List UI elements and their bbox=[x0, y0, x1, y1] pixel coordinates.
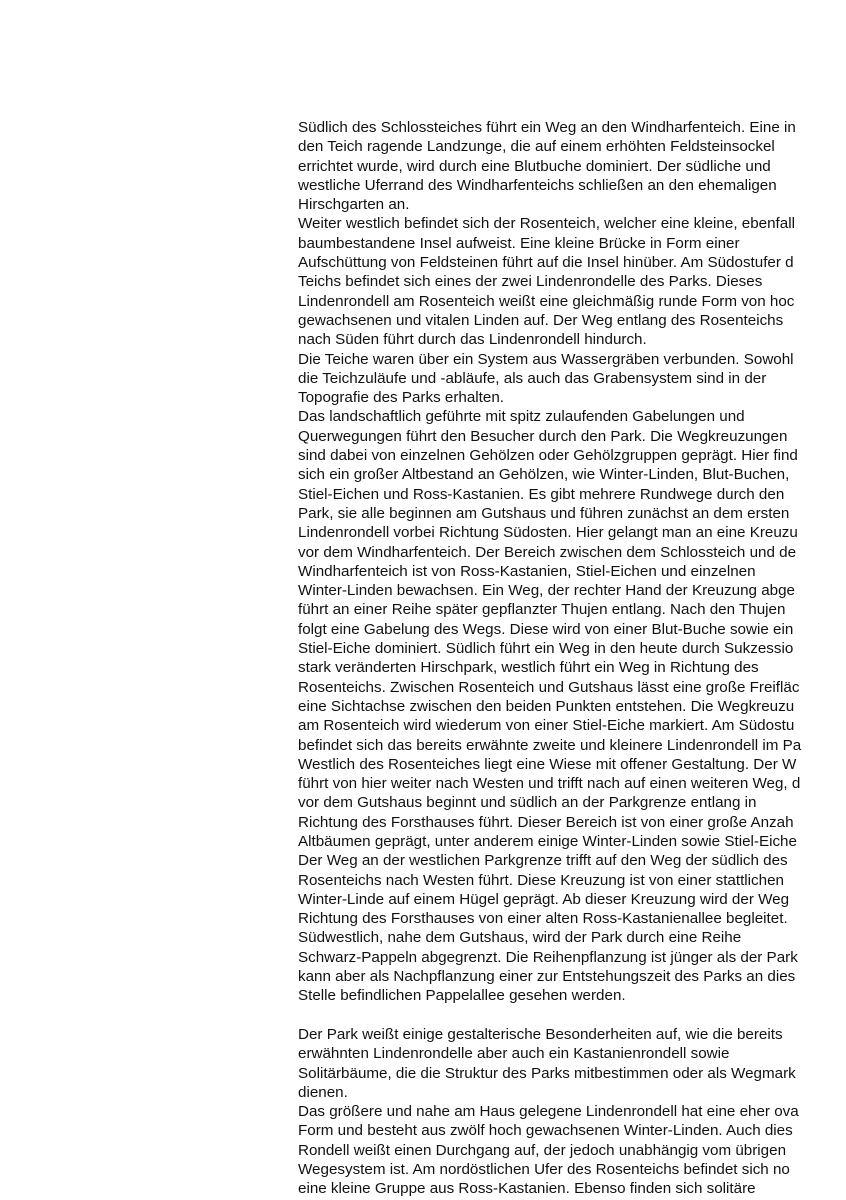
text-line: Das landschaftlich geführte mit spitz zulaufenden Gabelungen und bbox=[298, 408, 745, 426]
text-line: Winter-Linden bewachsen. Ein Weg, der rechter Hand der Kreuzung abge bbox=[298, 582, 795, 600]
paragraph-gap bbox=[298, 1006, 846, 1025]
text-line: Stiel-Eiche dominiert. Südlich führt ein Weg in den heute durch Sukzessio bbox=[298, 640, 794, 658]
paragraph-1 bbox=[298, 118, 846, 1006]
text-line: Teichs befindet sich eines der zwei Lindenrondelle des Parks. Dieses bbox=[298, 273, 763, 291]
text-line: Rosenteichs. Zwischen Rosenteich und Gutshaus lässt eine große Freifläc bbox=[298, 678, 800, 696]
text-line: Aufschüttung von Feldsteinen führt auf die Insel hinüber. Am Südostufer d bbox=[298, 254, 794, 272]
text-line: Park, sie alle beginnen am Gutshaus und führen zunächst an dem ersten bbox=[298, 504, 790, 522]
text-line: Form und besteht aus zwölf hoch gewachsenen Winter-Linden. Auch dies bbox=[298, 1122, 793, 1140]
text-line: nach Süden führt durch das Lindenrondell hindurch. bbox=[298, 331, 647, 349]
text-line: Lindenrondell vorbei Richtung Südosten. Hier gelangt man an eine Kreuzu bbox=[298, 524, 798, 542]
text-line: am Rosenteich wird wiederum von einer Stiel-Eiche markiert. Am Südostu bbox=[298, 717, 795, 735]
text-line: die Teichzuläufe und -abläufe, als auch das Grabensystem sind in der bbox=[298, 369, 767, 387]
text-line: Südwestlich, nahe dem Gutshaus, wird der Park durch eine Reihe bbox=[298, 929, 742, 947]
text-line: führt an einer Reihe später gepflanzter Thujen entlang. Nach den Thujen bbox=[298, 601, 786, 619]
text-line: Die Teiche waren über ein System aus Wassergräben verbunden. Sowohl bbox=[298, 350, 794, 368]
text-line: vor dem Windharfenteich. Der Bereich zwischen dem Schlossteich und de bbox=[298, 543, 797, 561]
text-line: Altbäumen geprägt, unter anderem einige Winter-Linden sowie Stiel-Eiche bbox=[298, 832, 797, 850]
text-line: Solitärbäume, die die Struktur des Parks mitbestimmen oder als Wegmark bbox=[298, 1064, 796, 1082]
body-text bbox=[298, 118, 846, 1199]
text-line: eine Sichtachse zwischen den beiden Punkten entstehen. Die Wegkreuzu bbox=[298, 697, 795, 715]
text-line: Der Park weißt einige gestalterische Besonderheiten auf, wie die bereits bbox=[298, 1025, 783, 1043]
text-line: westliche Uferrand des Windharfenteichs schließen an den ehemaligen bbox=[298, 176, 777, 194]
text-line: Weiter westlich befindet sich der Rosenteich, welcher eine kleine, ebenfall bbox=[298, 215, 795, 233]
text-line: Richtung des Forsthauses von einer alten Ross-Kastanienallee begleitet. bbox=[298, 910, 788, 928]
text-line: errichtet wurde, wird durch eine Blutbuche dominiert. Der südliche und bbox=[298, 157, 771, 175]
text-line: Stiel-Eichen und Ross-Kastanien. Es gibt mehrere Rundwege durch den bbox=[298, 485, 785, 503]
text-line: gewachsenen und vitalen Linden auf. Der Weg entlang des Rosenteichs bbox=[298, 311, 784, 329]
text-line: Rosenteichs nach Westen führt. Diese Kreuzung ist von einer stattlichen bbox=[298, 871, 784, 889]
text-line: sich ein großer Altbestand an Gehölzen, wie Winter-Linden, Blut-Buchen, bbox=[298, 466, 790, 484]
text-line: folgt eine Gabelung des Wegs. Diese wird von einer Blut-Buche sowie ein bbox=[298, 620, 794, 638]
text-line: Querwegungen führt den Besucher durch den Park. Die Wegkreuzungen bbox=[298, 427, 788, 445]
text-line: Westlich des Rosenteiches liegt eine Wiese mit offener Gestaltung. Der W bbox=[298, 755, 797, 773]
text-line: erwähnten Lindenrondelle aber auch ein Kastanienrondell sowie bbox=[298, 1045, 730, 1063]
text-line: vor dem Gutshaus beginnt und südlich an der Parkgrenze entlang in bbox=[298, 794, 757, 812]
text-line: Winter-Linde auf einem Hügel geprägt. Ab dieser Kreuzung wird der Weg bbox=[298, 890, 790, 908]
text-line: Stelle befindlichen Pappelallee gesehen werden. bbox=[298, 987, 626, 1005]
text-line: Der Weg an der westlichen Parkgrenze trifft auf den Weg der südlich des bbox=[298, 852, 788, 870]
text-line: sind dabei von einzelnen Gehölzen oder Gehölzgruppen geprägt. Hier find bbox=[298, 447, 798, 465]
text-line: kann aber als Nachpflanzung einer zur Entstehungszeit des Parks an dies bbox=[298, 968, 796, 986]
text-line: führt von hier weiter nach Westen und trifft nach auf einen weiteren Weg, d bbox=[298, 775, 801, 793]
text-line: Das größere und nahe am Haus gelegene Lindenrondell hat eine eher ova bbox=[298, 1103, 799, 1121]
text-line: Hirschgarten an. bbox=[298, 196, 410, 214]
text-line: Lindenrondell am Rosenteich weißt eine gleichmäßig runde Form von hoc bbox=[298, 292, 795, 310]
text-line: Schwarz-Pappeln abgegrenzt. Die Reihenpflanzung ist jünger als der Park bbox=[298, 948, 798, 966]
text-line: Wegesystem ist. Am nordöstlichen Ufer des Rosenteichs befindet sich no bbox=[298, 1161, 790, 1179]
text-line: den Teich ragende Landzunge, die auf einem erhöhten Feldsteinsockel bbox=[298, 138, 775, 156]
text-line: Topografie des Parks erhalten. bbox=[298, 389, 504, 407]
paragraph-2 bbox=[298, 1025, 846, 1199]
text-line: befindet sich das bereits erwähnte zweite und kleinere Lindenrondell im Pa bbox=[298, 736, 802, 754]
text-line: dienen. bbox=[298, 1083, 348, 1101]
text-line: Rondell weißt einen Durchgang auf, der jedoch unabhängig vom übrigen bbox=[298, 1141, 787, 1159]
text-line: stark veränderten Hirschpark, westlich führt ein Weg in Richtung des bbox=[298, 659, 759, 677]
text-line: Windharfenteich ist von Ross-Kastanien, Stiel-Eichen und einzelnen bbox=[298, 562, 756, 580]
text-line: Südlich des Schlossteiches führt ein Weg an den Windharfenteich. Eine in bbox=[298, 119, 796, 136]
text-line: Richtung des Forsthauses führt. Dieser Bereich ist von einer große Anzah bbox=[298, 813, 794, 831]
text-line: baumbestandene Insel aufweist. Eine kleine Brücke in Form einer bbox=[298, 234, 740, 252]
text-line: eine kleine Gruppe aus Ross-Kastanien. Ebenso finden sich solitäre bbox=[298, 1180, 756, 1198]
